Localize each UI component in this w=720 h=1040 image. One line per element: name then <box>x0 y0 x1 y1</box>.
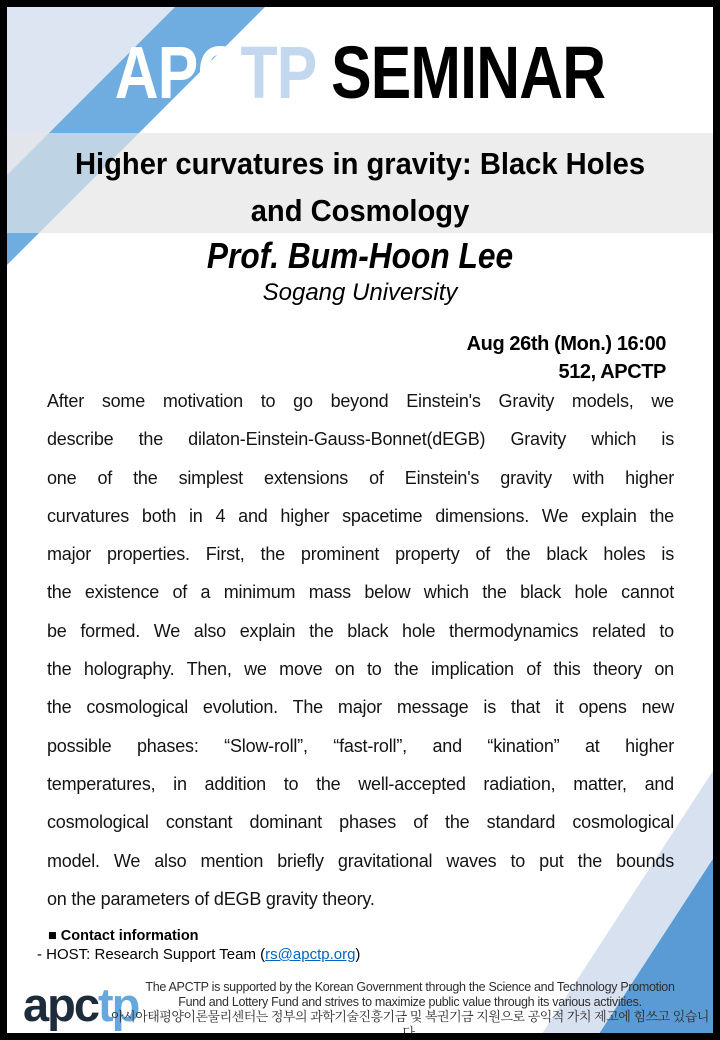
seminar-label: SEMINAR <box>331 31 606 114</box>
footer-statement <box>110 980 710 1040</box>
contact-heading: ■ Contact information <box>48 928 199 944</box>
seminar-datetime: Aug 26th (Mon.) 16:00 <box>466 333 666 355</box>
talk-title <box>22 140 699 234</box>
footer-line2: Fund and Lottery Fund and strives to maximize public value through its various activities. <box>178 994 642 1009</box>
abstract-line: one of the simplest extensions of Einstein's gravity with higher <box>47 467 674 488</box>
abstract <box>47 382 674 918</box>
brand-apc: APC <box>114 31 241 114</box>
abstract-line: curvatures both in 4 and higher spacetime dimensions. We explain the <box>47 505 674 526</box>
logo-apc: apc <box>23 978 98 1031</box>
contact-host-prefix: - HOST: Research Support Team ( <box>37 946 266 963</box>
abstract-line: the existence of a minimum mass below which the black hole cannot <box>47 582 674 603</box>
abstract-line: model. We also mention briefly gravitational waves to put the bounds <box>47 850 674 871</box>
contact-host-suffix: ) <box>355 946 361 963</box>
footer-line1: The APCTP is supported by the Korean Government through the Science and Technology Promotion <box>145 980 675 994</box>
logo-tp: tp <box>98 978 139 1031</box>
speaker-name: Prof. Bum-Hoon Lee <box>206 235 514 276</box>
abstract-line: be formed. We also explain the black hole thermodynamics related to <box>47 620 674 641</box>
datetime-venue <box>467 330 666 386</box>
brand-tp: TP <box>240 31 317 114</box>
contact-host-line <box>37 946 360 963</box>
abstract-line: temperatures, in addition to the well-accepted radiation, matter, and <box>47 773 674 794</box>
abstract-line: major properties. First, the prominent property of the black holes is <box>47 544 674 565</box>
abstract-line: describe the dilaton-Einstein-Gauss-Bonnet(dEGB) Gravity which is <box>47 429 674 450</box>
abstract-line: on the parameters of dEGB gravity theory. <box>47 888 375 909</box>
poster-header <box>65 30 655 115</box>
contact-email-link[interactable]: rs@apctp.org <box>265 946 356 963</box>
seminar-venue: 512, APCTP <box>558 361 666 383</box>
speaker-affiliation: Sogang University <box>262 279 458 306</box>
abstract-line: possible phases: “Slow-roll”, “fast-roll”, and “kination” at higher <box>47 735 674 756</box>
abstract-line: the holography. Then, we move on to the implication of this theory on <box>47 659 674 680</box>
abstract-line: After some motivation to go beyond Einstein's Gravity models, we <box>47 391 674 411</box>
footer-line3-korean: 아시아태평양이론물리센터는 정부의 과학기술진흥기금 및 복권기금 지원으로 공익적 가치 제고에 힘쓰고 있습니다. <box>111 1009 709 1040</box>
abstract-line: the cosmological evolution. The major message is that it opens new <box>47 697 674 718</box>
abstract-line: cosmological constant dominant phases of the standard cosmological <box>47 812 674 833</box>
talk-title-line1: Higher curvatures in gravity: Black Holes <box>74 146 646 181</box>
talk-title-line2: and Cosmology <box>250 193 470 228</box>
